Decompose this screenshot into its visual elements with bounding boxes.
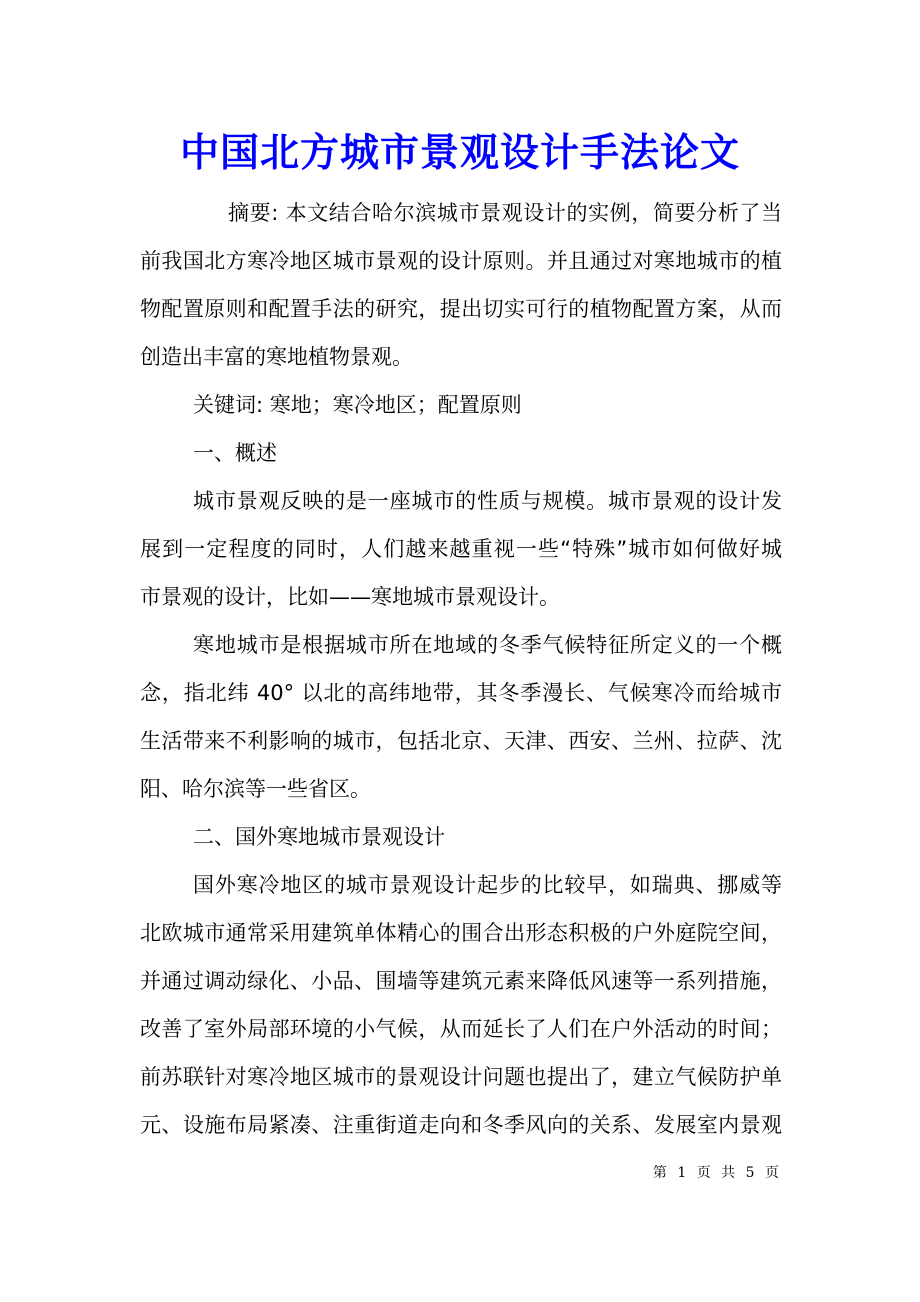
text-line: 寒地城市是根据城市所在地域的冬季气候特征所定义的一个概	[193, 633, 782, 657]
text-line: 物配置原则和配置手法的研究，提出切实可行的植物配置方案，从而	[140, 297, 782, 321]
text-line: 二、国外寒地城市景观设计	[193, 825, 445, 849]
text-line: 改善了室外局部环境的小气候，从而延长了人们在户外活动的时间；	[140, 1017, 782, 1041]
text-line: 创造出丰富的寒地植物景观。	[140, 345, 413, 369]
page-number-footer: 第 1 页 共 5 页	[652, 1165, 782, 1181]
text-line: 生活带来不利影响的城市，包括北京、天津、西安、兰州、拉萨、沈	[140, 729, 782, 753]
text-line: 阳、哈尔滨等一些省区。	[140, 777, 371, 801]
document-title: 中国北方城市景观设计手法论文	[179, 130, 740, 176]
text-line: 城市景观反映的是一座城市的性质与规模。城市景观的设计发	[193, 489, 782, 513]
text-line: 展到一定程度的同时，人们越来越重视一些“特殊”城市如何做好城	[140, 537, 782, 561]
text-line: 前苏联针对寒冷地区城市的景观设计问题也提出了，建立气候防护单	[140, 1065, 782, 1089]
text-line: 摘要: 本文结合哈尔滨城市景观设计的实例，简要分析了当	[228, 201, 782, 225]
text-line: 元、设施布局紧凑、注重街道走向和冬季风向的关系、发展室内景观	[140, 1113, 782, 1137]
text-line: 并通过调动绿化、小品、围墙等建筑元素来降低风速等一系列措施，	[140, 969, 782, 993]
text-line: 市景观的设计，比如——寒地城市景观设计。	[140, 585, 560, 609]
text-line: 一、概述	[193, 441, 277, 465]
text-line: 关键词: 寒地；寒冷地区；配置原则	[193, 393, 522, 417]
text-line: 国外寒冷地区的城市景观设计起步的比较早，如瑞典、挪威等	[193, 873, 782, 897]
text-line: 前我国北方寒冷地区城市景观的设计原则。并且通过对寒地城市的植	[140, 249, 782, 273]
text-line: 北欧城市通常采用建筑单体精心的围合出形态积极的户外庭院空间，	[140, 921, 782, 945]
text-line: 念，指北纬 40° 以北的高纬地带，其冬季漫长、气候寒冷而给城市	[140, 681, 782, 705]
